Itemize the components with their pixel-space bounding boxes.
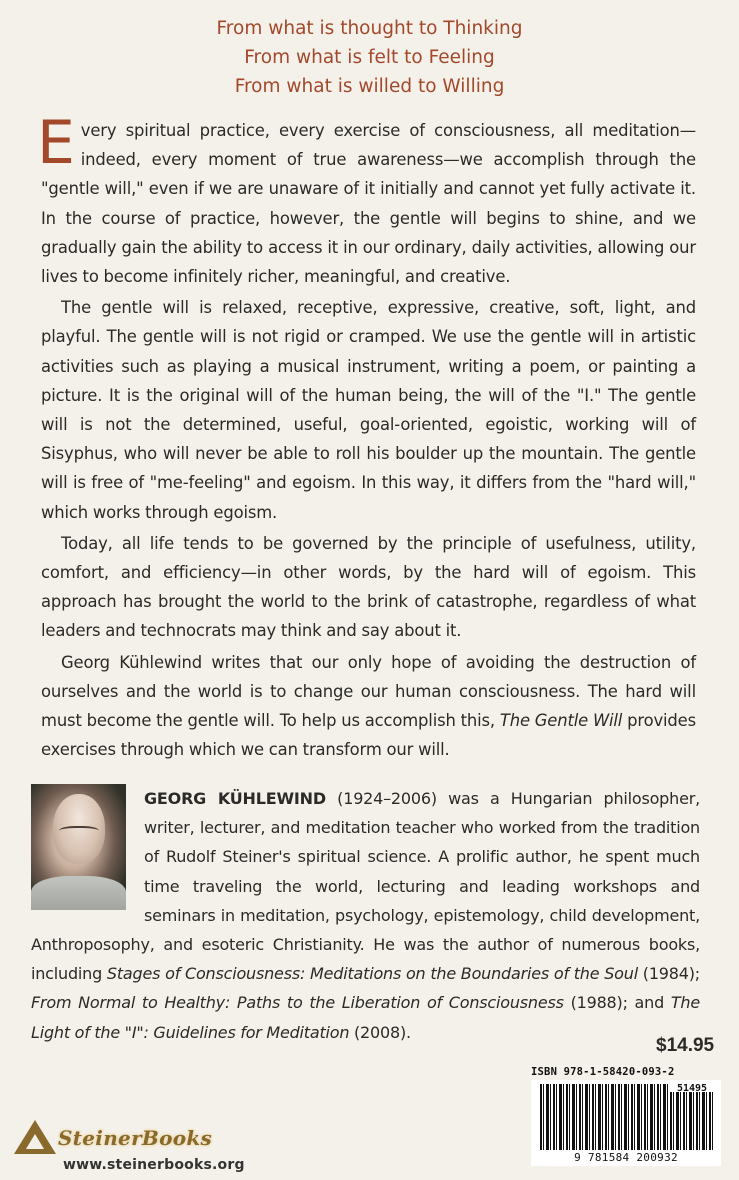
bio-year-1: (1984); [637, 964, 700, 984]
author-name: GEORG KÜHLEWIND [144, 789, 326, 808]
publisher-logo [14, 1118, 274, 1158]
paragraph-4-text-b: provides exercises through which we can transform our will. [41, 711, 696, 760]
publisher-url: www.steinerbooks.org [63, 1157, 245, 1173]
description-paragraph-4 [41, 648, 696, 765]
author-photo [31, 784, 126, 910]
bio-year-3: (2008). [349, 1022, 411, 1042]
isbn: ISBN 978-1-58420-093-2 [531, 1066, 675, 1078]
epigraph [0, 14, 739, 101]
drop-cap: E [37, 108, 75, 178]
epigraph-line-1: From what is thought to Thinking [216, 18, 523, 39]
paragraph-4-text-a: Georg Kühlewind writes that our only hope of avoiding the destruction of ourselves and the world is to change our human consciousness. The hard will must become the gentle will. To help us accomplish this, [41, 652, 696, 731]
barcode-addon: 51495 [669, 1084, 715, 1092]
book-title-italic: The Gentle Will [499, 711, 623, 731]
epigraph-line-3: From what is willed to Willing [234, 76, 505, 97]
price: $14.95 [656, 1035, 715, 1056]
barcode [531, 1080, 721, 1166]
bio-year-2: (1988); and [563, 993, 671, 1013]
author-bio [31, 784, 700, 1047]
publisher-logo-text: SteinerBooks [58, 1126, 213, 1150]
description-paragraph-2: The gentle will is relaxed, receptive, expressive, creative, soft, light, and playful. The gentle will is not rigid or cramped. We use the gentle will in artistic activities such as playing a musical instrument, writing a poem, or painting a picture. It is the original will of the human being, the will of the "I." The gentle will is not the determined, useful, goal-oriented, egoistic, working will of Sisyphus, who will never be able to roll his boulder up the mountain. The gentle will is free of "me-feeling" and egoism. In this way, it differs from the "hard will," which works through egoism. [41, 298, 696, 522]
barcode-digits: 9 781584 200932 [574, 1151, 678, 1164]
paragraph-1-text: very spiritual practice, every exercise of consciousness, all meditation—indeed, every moment of true awareness—we accomplish through the "gentle will," even if we are unaware of it initially and cannot yet fully activate it. In the course of practice, however, the gentle will begins to shine, and we gradually gain the ability to access it in our ordinary, daily activities, allowing our lives to become infinitely richer, meaningful, and creative. [41, 121, 696, 287]
epigraph-line-2: From what is felt to Feeling [244, 47, 495, 68]
bio-book-1: Stages of Consciousness: Meditations on the Boundaries of the Soul [106, 964, 638, 984]
description-paragraph-1 [37, 108, 696, 291]
bio-text-a: (1924–2006) was a Hungarian philosopher, writer, lecturer, and meditation teacher who worked from the tradition of Rudolf Steiner's spiritual science. A prolific author, he spent much time traveling the world, lecturing and leading workshops and seminars in meditation, psychology, epistemology, child development, Anthroposophy, and esoteric Christianity. He was the author of numerous books, including [31, 789, 700, 984]
description-paragraph-3: Today, all life tends to be governed by the principle of usefulness, utility, comfort, and efficiency—in other words, by the hard will of egoism. This approach has brought the world to the brink of catastrophe, regardless of what leaders and technocrats may think and say about it. [41, 533, 696, 641]
book-description [37, 108, 696, 766]
bio-book-3: The Light of the "I": Guidelines for Meditation [31, 993, 700, 1042]
bio-book-2: From Normal to Healthy: Paths to the Liberation of Consciousness [31, 993, 564, 1013]
